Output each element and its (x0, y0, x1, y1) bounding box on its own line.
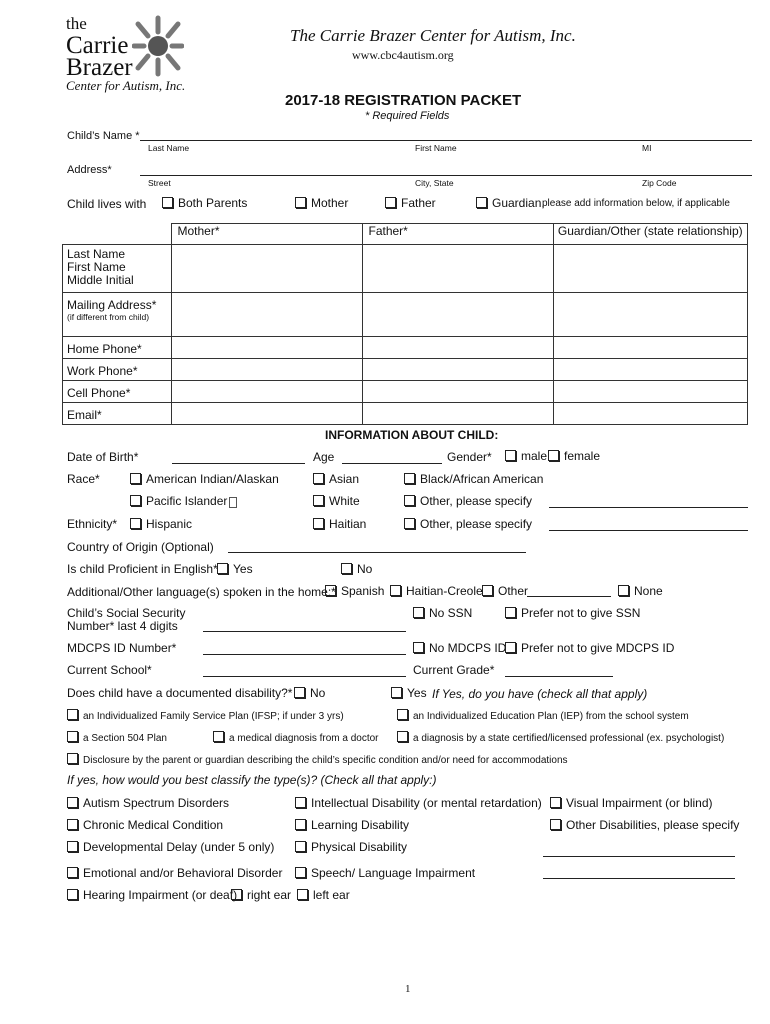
father-cell-phone[interactable] (362, 381, 553, 403)
both-parents-checkbox[interactable]: Both Parents (162, 196, 247, 210)
pacific-islander-checkbox[interactable]: Pacific Islander (130, 494, 227, 508)
guardian-email[interactable] (553, 403, 748, 425)
age-field[interactable] (342, 463, 442, 464)
language-other-checkbox[interactable]: Other (482, 584, 528, 598)
no-mdcps-checkbox[interactable]: No MDCPS ID (413, 641, 506, 655)
other-disabilities-field-2[interactable] (543, 878, 735, 879)
white-checkbox[interactable]: White (313, 494, 360, 508)
org-url[interactable]: www.cbc4autism.org (352, 48, 454, 62)
zip-sub: Zip Code (642, 178, 677, 188)
language-other-field[interactable] (527, 596, 611, 597)
ifsp-checkbox[interactable]: an Individualized Family Service Plan (IFSP; if under 3 yrs) (67, 709, 344, 722)
grade-label: Current Grade* (413, 663, 495, 677)
info-heading: INFORMATION ABOUT CHILD: (325, 428, 499, 442)
guardian-mailing-cell[interactable] (553, 293, 748, 337)
yes-note: If Yes, do you have (check all that apply) (432, 687, 648, 701)
dob-label: Date of Birth* (67, 450, 139, 464)
medical-checkbox[interactable]: a medical diagnosis from a doctor (213, 731, 379, 744)
address-label: Address* (67, 164, 112, 176)
creole-checkbox[interactable]: Haitian-Creole (390, 584, 483, 598)
spanish-checkbox[interactable]: Spanish (325, 584, 384, 598)
school-field[interactable] (203, 676, 406, 677)
right-ear-checkbox[interactable]: right ear (231, 888, 291, 902)
father-home-phone[interactable] (362, 337, 553, 359)
mdcps-field[interactable] (203, 654, 406, 655)
learning-checkbox[interactable]: Learning Disability (295, 818, 409, 832)
american-indian-checkbox[interactable]: American Indian/Alaskan (130, 472, 279, 486)
name-rows-cell (63, 245, 172, 293)
left-ear-checkbox[interactable]: left ear (297, 888, 350, 902)
other-disabilities-checkbox[interactable]: Other Disabilities, please specify (550, 818, 739, 832)
email-label: Email* (63, 403, 172, 425)
diagnosis-checkbox[interactable]: a diagnosis by a state certified/licensed professional (ex. psychologist) (397, 731, 724, 744)
other-disabilities-field-1[interactable] (543, 856, 735, 857)
grade-field[interactable] (505, 676, 613, 677)
father-checkbox[interactable]: Father (385, 196, 436, 210)
logo-carrie: Carrie (66, 32, 129, 59)
dob-field[interactable] (172, 463, 305, 464)
prefer-no-ssn-checkbox[interactable]: Prefer not to give SSN (505, 606, 640, 620)
lives-with-label: Child lives with (67, 197, 147, 211)
race-other-checkbox[interactable]: Other, please specify (404, 494, 532, 508)
disability-question: Does child have a documented disability?* (67, 686, 293, 700)
english-no-checkbox[interactable]: No (341, 562, 372, 576)
mother-home-phone[interactable] (171, 337, 362, 359)
race-other-field[interactable] (549, 507, 748, 508)
ssn-field[interactable] (203, 631, 406, 632)
org-name: The Carrie Brazer Center for Autism, Inc. (290, 26, 576, 45)
disability-no-checkbox[interactable]: No (294, 686, 325, 700)
mailing-note: (if different from child) (67, 312, 150, 322)
child-name-field[interactable] (140, 140, 752, 141)
cell-phone-label: Cell Phone* (63, 381, 172, 403)
guardian-note: please add information below, if applicable (542, 198, 730, 209)
missing-glyph-icon (229, 497, 237, 508)
visual-checkbox[interactable]: Visual Impairment (or blind) (550, 796, 713, 810)
black-checkbox[interactable]: Black/African American (404, 472, 543, 486)
mother-header: Mother* (171, 224, 362, 245)
prefer-no-mdcps-checkbox[interactable]: Prefer not to give MDCPS ID (505, 641, 674, 655)
logo-tagline: Center for Autism, Inc. (66, 78, 186, 93)
ethnicity-label: Ethnicity* (67, 517, 118, 531)
iep-checkbox[interactable]: an Individualized Education Plan (IEP) from the school system (397, 709, 689, 722)
languages-label: Additional/Other language(s) spoken in the home:* (67, 585, 336, 599)
female-checkbox[interactable]: female (548, 449, 600, 463)
page-title: 2017-18 REGISTRATION PACKET (285, 92, 522, 109)
race-label: Race* (67, 472, 100, 486)
physical-checkbox[interactable]: Physical Disability (295, 840, 407, 854)
country-field[interactable] (228, 552, 526, 553)
mi-sub: MI (642, 143, 652, 153)
last-name-row-label: Last Name (67, 247, 126, 261)
father-name-cell[interactable] (362, 245, 553, 293)
father-email[interactable] (362, 403, 553, 425)
ssn-label-2: Number* last 4 digits (67, 619, 178, 633)
mother-checkbox[interactable]: Mother (295, 196, 348, 210)
sunflower-logo-icon (132, 14, 184, 78)
street-sub: Street (148, 178, 171, 188)
page-number: 1 (405, 983, 411, 995)
guardian-name-cell[interactable] (553, 245, 748, 293)
mother-email[interactable] (171, 403, 362, 425)
mother-cell-phone[interactable] (171, 381, 362, 403)
male-checkbox[interactable]: male (505, 449, 547, 463)
emotional-checkbox[interactable]: Emotional and/or Behavioral Disorder (67, 866, 282, 880)
mother-mailing-cell[interactable] (171, 293, 362, 337)
logo-brazer: Brazer (66, 54, 133, 81)
guardian-cell-phone[interactable] (553, 381, 748, 403)
required-note: * Required Fields (365, 110, 450, 122)
middle-initial-row-label: Middle Initial (67, 273, 134, 287)
guardian-checkbox[interactable]: Guardian, (476, 196, 545, 210)
ethnicity-other-checkbox[interactable]: Other, please specify (404, 517, 532, 531)
guardian-home-phone[interactable] (553, 337, 748, 359)
ssn-label-1: Child’s Social Security (67, 606, 186, 620)
ethnicity-other-field[interactable] (549, 530, 748, 531)
developmental-checkbox[interactable]: Developmental Delay (under 5 only) (67, 840, 274, 854)
guardian-header: Guardian/Other (state relationship) (553, 224, 748, 245)
logo-the: the (66, 14, 87, 33)
address-field[interactable] (140, 175, 752, 176)
city-sub: City, State (415, 178, 454, 188)
mailing-label: Mailing Address* (67, 298, 157, 312)
haitian-checkbox[interactable]: Haitian (313, 517, 366, 531)
father-mailing-cell[interactable] (362, 293, 553, 337)
first-name-row-label: First Name (67, 260, 126, 274)
first-name-sub: First Name (415, 143, 457, 153)
language-none-checkbox[interactable]: None (618, 584, 663, 598)
english-yes-checkbox[interactable]: Yes (217, 562, 253, 576)
father-work-phone[interactable] (362, 359, 553, 381)
hearing-checkbox[interactable]: Hearing Impairment (or deaf) (67, 888, 237, 902)
no-ssn-checkbox[interactable]: No SSN (413, 606, 472, 620)
intellectual-checkbox[interactable]: Intellectual Disability (or mental retardation) (295, 796, 542, 810)
speech-checkbox[interactable]: Speech/ Language Impairment (295, 866, 475, 880)
mdcps-label: MDCPS ID Number* (67, 641, 177, 655)
asd-checkbox[interactable]: Autism Spectrum Disorders (67, 796, 229, 810)
age-label: Age (313, 450, 335, 464)
country-label: Country of Origin (Optional) (67, 540, 214, 554)
work-phone-label: Work Phone* (63, 359, 172, 381)
school-label: Current School* (67, 663, 152, 677)
classify-question: If yes, how would you best classify the type(s)? (Check all that apply:) (67, 773, 437, 787)
asian-checkbox[interactable]: Asian (313, 472, 359, 486)
disclosure-checkbox[interactable]: Disclosure by the parent or guardian describing the child’s specific condition and/or need for accommodations (67, 753, 568, 766)
mother-name-cell[interactable] (171, 245, 362, 293)
father-header: Father* (362, 224, 553, 245)
guardian-work-phone[interactable] (553, 359, 748, 381)
chronic-checkbox[interactable]: Chronic Medical Condition (67, 818, 223, 832)
last-name-sub: Last Name (148, 143, 190, 153)
home-phone-label: Home Phone* (63, 337, 172, 359)
child-name-label: Child’s Name * (67, 130, 140, 142)
plan504-checkbox[interactable]: a Section 504 Plan (67, 731, 167, 744)
gender-label: Gender* (447, 450, 492, 464)
disability-yes-checkbox[interactable]: Yes (391, 686, 427, 700)
parent-info-table (62, 223, 748, 425)
english-label: Is child Proficient in English* (67, 562, 218, 576)
mailing-cell (63, 293, 172, 337)
hispanic-checkbox[interactable]: Hispanic (130, 517, 192, 531)
mother-work-phone[interactable] (171, 359, 362, 381)
